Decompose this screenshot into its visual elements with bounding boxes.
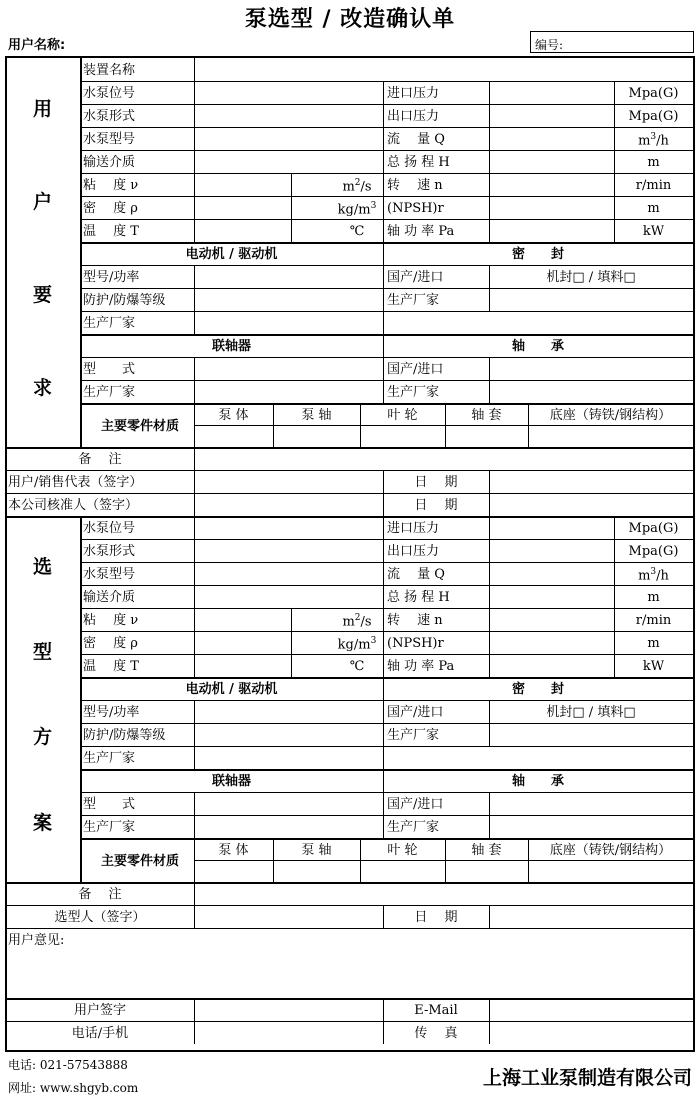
- param-label: 流 量 Q: [387, 132, 445, 147]
- bearing-row-label: 生产厂家: [387, 385, 440, 400]
- remarks-label: 备 注: [78, 887, 122, 902]
- column-rule: [383, 1021, 384, 1044]
- column-rule: [383, 905, 384, 928]
- param-label: 温 度 T: [83, 659, 139, 674]
- column-rule: [194, 998, 195, 1021]
- row-rule: [80, 242, 693, 244]
- serial-number-field[interactable]: [530, 31, 694, 53]
- row-rule: [5, 1021, 693, 1022]
- column-rule: [291, 173, 292, 242]
- motor-row-label: 型号/功率: [83, 270, 140, 285]
- user-name-label: 用户名称:: [8, 38, 66, 53]
- footer-phone: 电话: 021-57543888: [8, 1058, 128, 1072]
- row-rule: [80, 792, 693, 793]
- column-rule: [489, 357, 490, 403]
- row-rule: [80, 631, 693, 632]
- row-rule: [5, 905, 693, 906]
- row-rule: [80, 196, 693, 197]
- material-name: 轴 套: [471, 842, 502, 858]
- param-label: 水泵型号: [83, 132, 136, 147]
- param-unit: m: [647, 201, 660, 216]
- param-label: 出口压力: [387, 544, 440, 559]
- bearing-row-label: 国产/进口: [387, 362, 444, 377]
- row-rule: [80, 677, 693, 679]
- row-rule: [80, 746, 693, 747]
- column-rule: [194, 470, 195, 493]
- material-name: 叶 轮: [387, 842, 418, 858]
- column-rule: [614, 81, 615, 242]
- seal-row-label: 国产/进口: [387, 705, 444, 720]
- date-label: 日 期: [414, 910, 458, 925]
- param-unit: kW: [642, 224, 665, 239]
- motor-row-label: 生产厂家: [83, 316, 136, 331]
- material-name: 泵 轴: [301, 407, 332, 423]
- param-label: (NPSH)r: [387, 636, 444, 651]
- param-unit: $m^3/h$: [638, 132, 669, 149]
- materials-label: 主要零件材质: [100, 418, 180, 434]
- material-name: 泵 体: [218, 842, 249, 858]
- row-rule: [80, 150, 693, 151]
- material-name: 叶 轮: [387, 407, 418, 423]
- param-label: 水泵位号: [83, 86, 136, 101]
- param-unit: Mpa(G): [628, 86, 679, 101]
- user-requirement-side-label: 求: [32, 376, 53, 399]
- seal-header: 密 封: [511, 247, 565, 262]
- form-title: 泵选型 / 改造确认单: [244, 7, 456, 32]
- column-rule: [194, 493, 195, 516]
- column-rule: [383, 242, 384, 334]
- row-rule: [80, 585, 693, 586]
- column-rule: [489, 81, 490, 242]
- param-unit: m: [647, 155, 660, 170]
- company-name: 上海工业泵制造有限公司: [482, 1067, 692, 1089]
- coupling-row-label: 生产厂家: [83, 385, 136, 400]
- column-rule: [194, 905, 195, 928]
- param-unit: m: [647, 590, 660, 605]
- row-rule: [80, 608, 693, 609]
- row-rule: [80, 81, 693, 82]
- row-rule: [5, 516, 693, 518]
- column-rule: [383, 470, 384, 493]
- param-label: 密 度 ρ: [83, 636, 138, 651]
- material-name: 底座（铸铁/钢结构）: [549, 407, 672, 423]
- param-unit: $m^2/s$: [342, 613, 372, 630]
- bearing-row-label: 国产/进口: [387, 797, 444, 812]
- param-unit: ℃: [349, 224, 365, 239]
- material-name: 泵 体: [218, 407, 249, 423]
- column-rule: [383, 81, 384, 242]
- column-rule: [489, 1021, 490, 1044]
- param-label: 水泵型号: [83, 567, 136, 582]
- row-rule: [80, 265, 693, 266]
- row-rule: [80, 838, 693, 840]
- param-label: 总 扬 程 H: [387, 155, 450, 170]
- seal-row-label: 生产厂家: [387, 728, 440, 743]
- column-rule: [291, 608, 292, 677]
- row-rule: [80, 700, 693, 701]
- column-rule: [489, 998, 490, 1021]
- column-rule: [194, 357, 195, 403]
- coupling-header: 联轴器: [211, 774, 252, 789]
- bearing-header: 轴 承: [511, 339, 565, 354]
- column-rule: [80, 58, 82, 447]
- sales-rep-label: 用户/销售代表（签字）: [8, 475, 143, 490]
- column-rule: [489, 265, 490, 311]
- column-rule: [194, 58, 195, 81]
- row-rule: [194, 860, 693, 861]
- column-rule: [194, 1021, 195, 1044]
- row-rule: [5, 470, 693, 471]
- param-unit: Mpa(G): [628, 544, 679, 559]
- column-rule: [489, 470, 490, 493]
- column-rule: [194, 700, 195, 769]
- column-rule: [383, 334, 384, 403]
- param-label: 总 扬 程 H: [387, 590, 450, 605]
- user-opinion-label: 用户意见:: [8, 932, 65, 948]
- column-rule: [383, 516, 384, 677]
- param-label: 输送介质: [83, 155, 136, 170]
- row-rule: [80, 173, 693, 174]
- phone-label: 电话/手机: [71, 1026, 129, 1041]
- user-requirement-side-label: 要: [32, 283, 53, 306]
- row-rule: [5, 882, 693, 884]
- seal-row-label: 生产厂家: [387, 293, 440, 308]
- column-rule: [614, 516, 615, 677]
- row-rule: [80, 104, 693, 105]
- seal-option: 机封□ / 填料□: [546, 705, 636, 720]
- column-rule: [489, 493, 490, 516]
- user-requirement-side-label: 户: [32, 190, 53, 213]
- column-rule: [194, 81, 195, 242]
- user-signature-label: 用户签字: [73, 1003, 127, 1018]
- row-rule: [194, 425, 693, 426]
- row-rule: [80, 334, 693, 336]
- row-rule: [5, 998, 693, 1000]
- selection-plan-side-label: 方: [32, 726, 53, 749]
- param-unit: Mpa(G): [628, 521, 679, 536]
- row-rule: [5, 447, 693, 449]
- row-rule: [80, 654, 693, 655]
- column-rule: [383, 998, 384, 1021]
- row-rule: [80, 288, 693, 289]
- param-unit: ℃: [349, 659, 365, 674]
- param-label: 密 度 ρ: [83, 201, 138, 216]
- param-label: 粘 度 ν: [83, 178, 139, 193]
- approver-label: 本公司核准人（签字）: [8, 498, 139, 513]
- confirmation-form-table: [5, 56, 695, 1052]
- column-rule: [194, 882, 195, 905]
- selection-plan-side-label: 选: [32, 555, 53, 578]
- footer-website: 网址: www.shgyb.com: [8, 1081, 139, 1095]
- row-rule: [80, 723, 693, 724]
- date-label: 日 期: [414, 498, 458, 513]
- param-label: 粘 度 ν: [83, 613, 139, 628]
- param-unit: $m^2/s$: [342, 178, 372, 195]
- column-rule: [194, 265, 195, 334]
- seal-option: 机封□ / 填料□: [546, 270, 636, 285]
- param-label: 轴 功 率 Pa: [387, 224, 455, 239]
- row-rule: [80, 357, 693, 358]
- row-rule: [5, 493, 693, 494]
- column-rule: [194, 447, 195, 470]
- seal-header: 密 封: [511, 682, 565, 697]
- column-rule: [194, 792, 195, 838]
- motor-row-label: 防护/防爆等级: [83, 293, 166, 308]
- motor-header: 电动机 / 驱动机: [185, 247, 278, 262]
- param-unit: $kg/m^3$: [337, 636, 377, 653]
- param-unit: r/min: [635, 613, 672, 628]
- serial-number-label: 编号:: [535, 38, 564, 52]
- column-rule: [194, 516, 195, 677]
- param-label: 水泵形式: [83, 109, 136, 124]
- column-rule: [489, 516, 490, 677]
- column-rule: [489, 905, 490, 928]
- coupling-row-label: 生产厂家: [83, 820, 136, 835]
- param-unit: r/min: [635, 178, 672, 193]
- selector-label: 选型人（签字）: [54, 910, 146, 925]
- column-rule: [489, 700, 490, 746]
- param-label: (NPSH)r: [387, 201, 444, 216]
- row-rule: [80, 403, 693, 405]
- date-label: 日 期: [414, 475, 458, 490]
- row-rule: [80, 815, 693, 816]
- row-rule: [80, 769, 693, 771]
- material-name: 泵 轴: [301, 842, 332, 858]
- row-rule: [5, 928, 693, 929]
- bearing-header: 轴 承: [511, 774, 565, 789]
- row-rule: [80, 127, 693, 128]
- materials-label: 主要零件材质: [100, 853, 180, 869]
- column-rule: [489, 792, 490, 838]
- motor-row-label: 生产厂家: [83, 751, 136, 766]
- param-label: 进口压力: [387, 86, 440, 101]
- motor-row-label: 防护/防爆等级: [83, 728, 166, 743]
- selection-plan-side-label: 型: [32, 640, 53, 663]
- motor-row-label: 型号/功率: [83, 705, 140, 720]
- param-label: 转 速 n: [387, 613, 443, 628]
- coupling-row-label: 型 式: [83, 362, 136, 377]
- param-label: 轴 功 率 Pa: [387, 659, 455, 674]
- column-rule: [383, 493, 384, 516]
- row-rule: [80, 380, 693, 381]
- email-label: E-Mail: [414, 1003, 458, 1018]
- row-rule: [80, 562, 693, 563]
- param-label: 水泵位号: [83, 521, 136, 536]
- coupling-header: 联轴器: [211, 339, 252, 354]
- param-unit: $m^3/h$: [638, 567, 669, 584]
- column-rule: [383, 677, 384, 769]
- param-unit: Mpa(G): [628, 109, 679, 124]
- param-label: 进口压力: [387, 521, 440, 536]
- row-rule: [80, 219, 693, 220]
- param-unit: kW: [642, 659, 665, 674]
- fax-label: 传 真: [414, 1026, 458, 1041]
- device-name-label: 装置名称: [83, 63, 136, 78]
- param-label: 转 速 n: [387, 178, 443, 193]
- row-rule: [80, 311, 693, 312]
- selection-plan-side-label: 案: [32, 811, 53, 834]
- param-label: 温 度 T: [83, 224, 139, 239]
- column-rule: [383, 769, 384, 838]
- column-rule: [80, 516, 82, 882]
- material-name: 轴 套: [471, 407, 502, 423]
- param-label: 水泵形式: [83, 544, 136, 559]
- row-rule: [80, 539, 693, 540]
- param-unit: $kg/m^3$: [337, 201, 377, 218]
- user-requirement-side-label: 用: [32, 97, 53, 120]
- remarks-label: 备 注: [78, 452, 122, 467]
- coupling-row-label: 型 式: [83, 797, 136, 812]
- bearing-row-label: 生产厂家: [387, 820, 440, 835]
- param-label: 流 量 Q: [387, 567, 445, 582]
- param-label: 出口压力: [387, 109, 440, 124]
- param-label: 输送介质: [83, 590, 136, 605]
- seal-row-label: 国产/进口: [387, 270, 444, 285]
- param-unit: m: [647, 636, 660, 651]
- motor-header: 电动机 / 驱动机: [185, 682, 278, 697]
- material-name: 底座（铸铁/钢结构）: [549, 842, 672, 858]
